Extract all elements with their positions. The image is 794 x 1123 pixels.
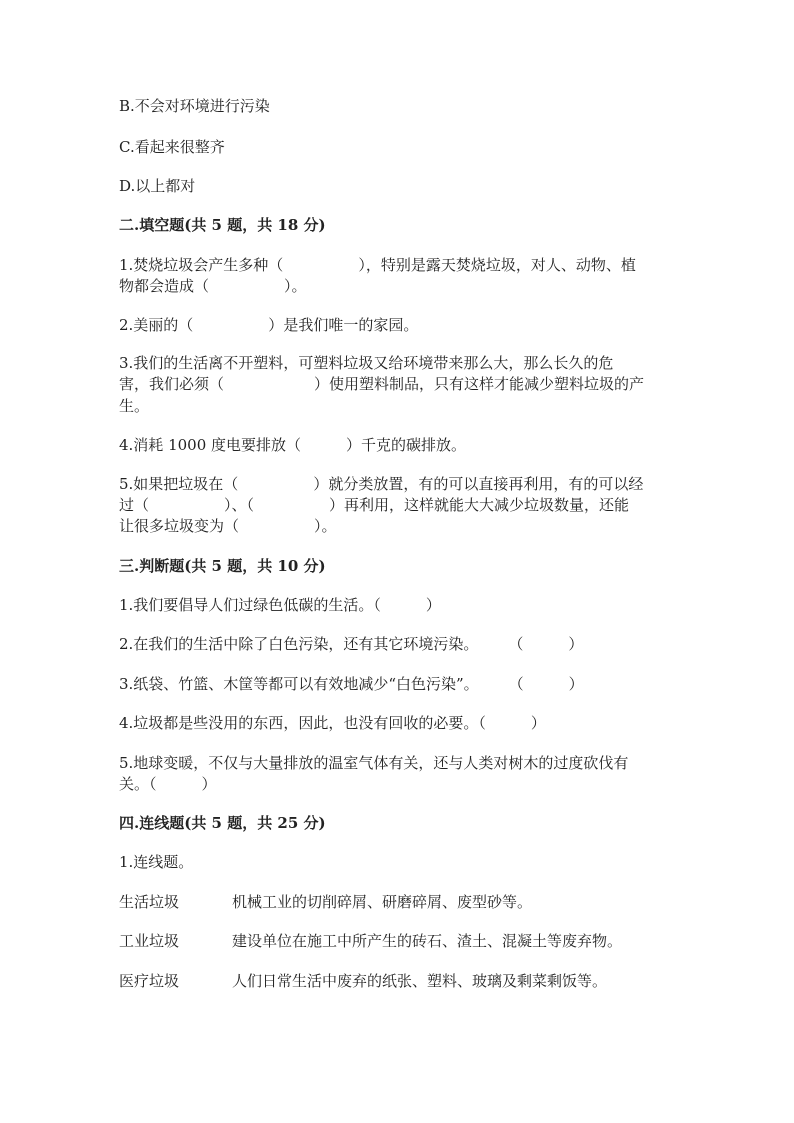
judge-q2: 2.在我们的生活中除了白色污染，还有其它环境污染。 （ ） (119, 635, 584, 653)
fill-q5-line1: 5.如果把垃圾在（ ）就分类放置，有的可以直接再利用，有的可以经 (119, 475, 644, 493)
judge-q4: 4.垃圾都是些没用的东西，因此，也没有回收的必要。（ ） (119, 714, 546, 732)
section-2-title: 二.填空题(共 5 题，共 18 分) (119, 216, 326, 234)
match-q1: 1.连线题。 (119, 853, 194, 871)
judge-q1: 1.我们要倡导人们过绿色低碳的生活。（ ） (119, 596, 441, 614)
fill-q5-line2: 过（ ）、（ ）再利用，这样就能大大减少垃圾数量，还能 (119, 496, 630, 514)
match-left-3: 医疗垃圾 (119, 972, 180, 990)
fill-q3-line1: 3.我们的生活离不开塑料，可塑料垃圾又给环境带来那么大，那么长久的危 (119, 354, 614, 372)
judge-q3: 3.纸袋、竹篮、木筐等都可以有效地减少“白色污染”。 （ ） (119, 675, 584, 693)
option-d: D.以上都对 (119, 177, 196, 195)
fill-q1-line1: 1.焚烧垃圾会产生多种（ ），特别是露天焚烧垃圾，对人、动物、植 (119, 256, 636, 274)
match-right-2: 建设单位在施工中所产生的砖石、渣土、混凝土等废弃物。 (232, 932, 623, 950)
section-3-title: 三.判断题(共 5 题，共 10 分) (119, 557, 326, 575)
option-b: B.不会对环境进行污染 (119, 97, 270, 115)
fill-q3-line3: 生。 (119, 397, 150, 415)
fill-q3-line2: 害，我们必须（ ）使用塑料制品，只有这样才能减少塑料垃圾的产 (119, 375, 645, 393)
option-c: C.看起来很整齐 (119, 138, 225, 156)
fill-q4: 4.消耗 1000 度电要排放（ ）千克的碳排放。 (119, 436, 467, 454)
match-right-3: 人们日常生活中废弃的纸张、塑料、玻璃及剩菜剩饭等。 (232, 972, 608, 990)
judge-q5-line2: 关。（ ） (119, 775, 217, 793)
fill-q5-line3: 让很多垃圾变为（ ）。 (119, 517, 337, 535)
match-right-1: 机械工业的切削碎屑、研磨碎屑、废型砂等。 (232, 893, 533, 911)
section-4-title: 四.连线题(共 5 题，共 25 分) (119, 814, 326, 832)
fill-q1-line2: 物都会造成（ ）。 (119, 277, 307, 295)
match-left-1: 生活垃圾 (119, 893, 180, 911)
judge-q5-line1: 5.地球变暖，不仅与大量排放的温室气体有关，还与人类对树木的过度砍伐有 (119, 754, 629, 772)
match-left-2: 工业垃圾 (119, 932, 180, 950)
fill-q2: 2.美丽的（ ）是我们唯一的家园。 (119, 316, 419, 334)
